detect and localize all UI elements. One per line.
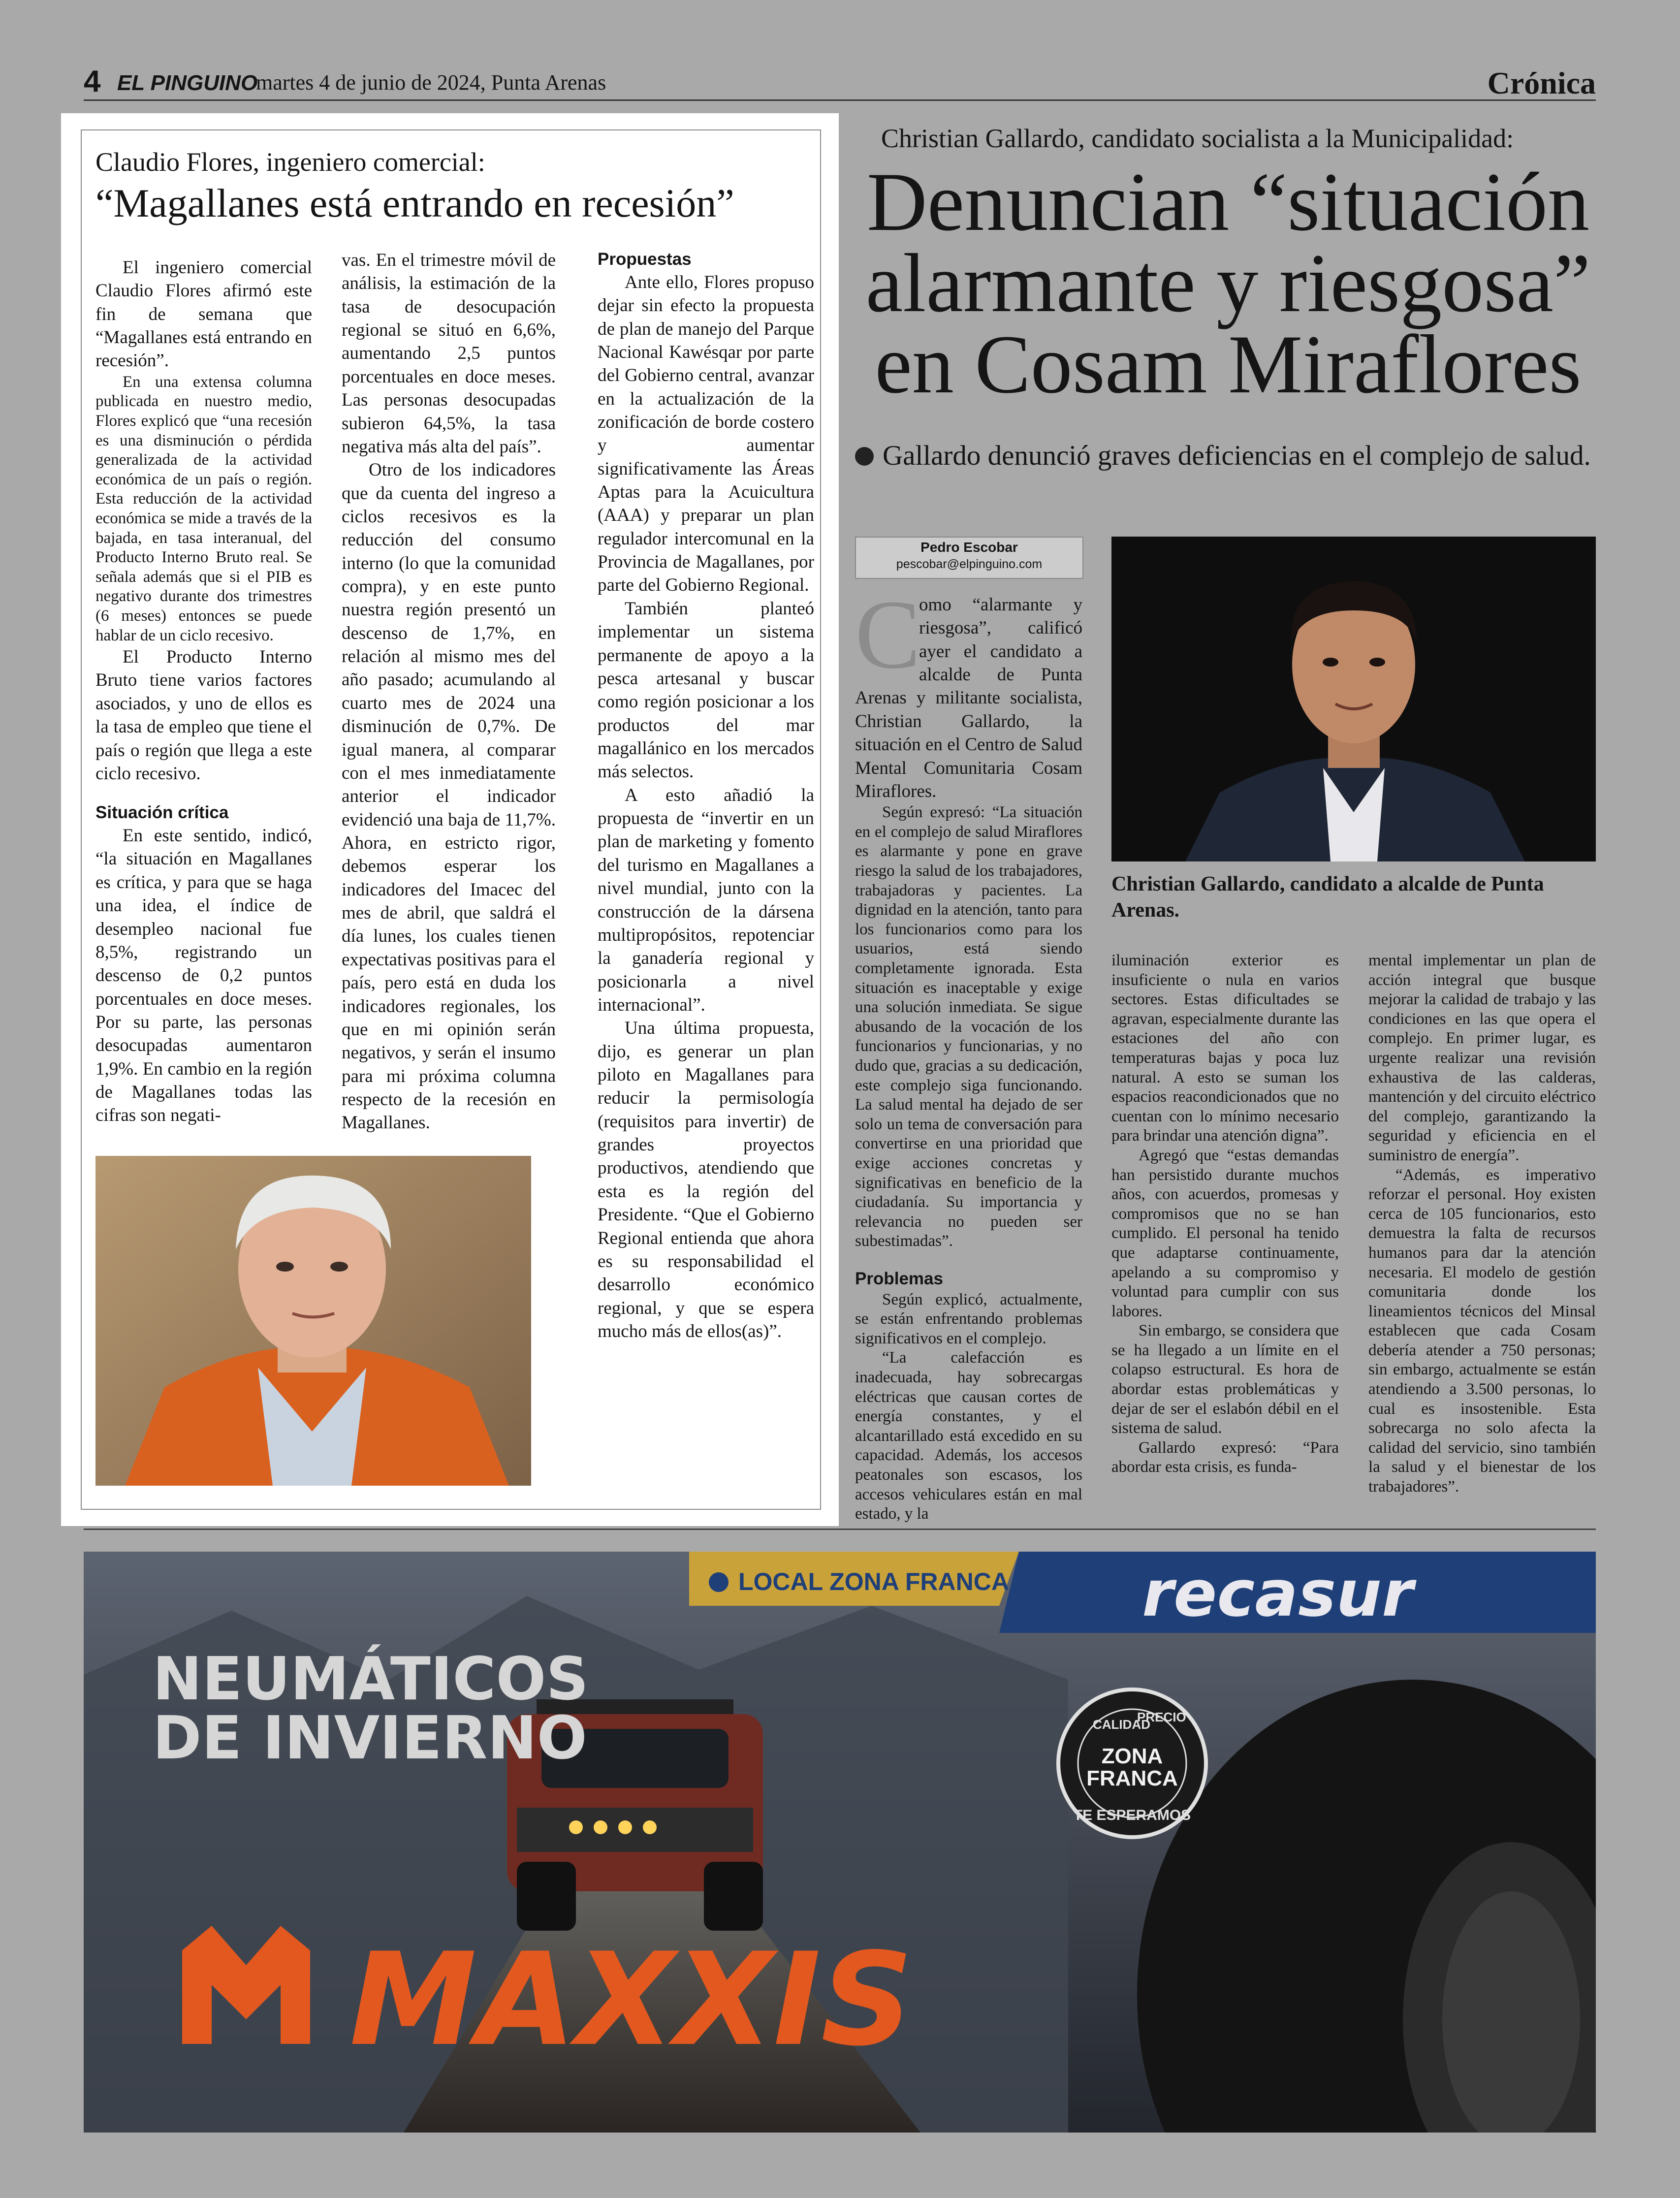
paragraph: A esto añadió la propuesta de “invertir en un plan de marketing y fomento del turismo en Magallanes a nivel mundial, junto con la construcción de la dársena multipropósitos, repotenciar la ganadería regional y posicionarla a nivel internacional”. <box>598 785 814 1015</box>
paragraph: Ante ello, Flores propuso dejar sin efecto la propuesta de plan de manejo del Parque Nacional Kawésqar por parte del Gobierno central, avanzar en la actualización de la zonificación de borde costero y aumentar significativamente las Áreas Aptas para la Acuicultura (AAA) y preparar un plan regulador intercomunal en la Provincia de Magallanes, por parte del Gobierno Regional. <box>598 272 814 596</box>
paragraph: En una extensa columna publicada en nuestro medio, Flores explicó que “una recesión es una disminución o pérdida generalizada de la actividad económica de un país o región. Esta reducción de la actividad económica se mide a través de la bajada, en tasa interanual, del Producto Interno Bruto real. Se señala además que si el PIB es negativo durante dos trimestres (6 meses) entonces se puede hablar de un ciclo recesivo. <box>95 373 312 644</box>
byline-email[interactable]: pescobar@elpinguino.com <box>896 557 1043 571</box>
ad-headline-line: DE INVIERNO <box>153 1704 587 1773</box>
article-column-3 <box>1368 951 1596 1497</box>
article-column-1 <box>95 256 312 1127</box>
paragraph: omo “alarmante y riesgosa”, calificó ayer el candidato a alcalde de Punta Arenas y militante socialista, Christian Gallardo, la situación en el Centro de Salud Mental Comunitaria Cosam Miraflores. <box>855 595 1082 801</box>
paragraph: Sin embargo, se considera que se ha llegado a un límite en el colapso estructural. Es hora de abordar estas problemáticas y dejar de ser el eslabón débil en el sistema de salud. <box>1111 1322 1339 1437</box>
article-column-2 <box>1111 951 1339 1477</box>
paragraph: Gallardo expresó: “Para abordar esta crisis, es funda- <box>1111 1438 1339 1476</box>
bullet-icon <box>855 447 874 466</box>
location-pin-icon <box>709 1572 729 1592</box>
ad-divider <box>84 1529 1596 1530</box>
drop-cap <box>855 580 921 689</box>
deck-text: Gallardo denunció graves deficiencias en el complejo de salud. <box>883 440 1591 471</box>
article-column-2 <box>342 249 556 1135</box>
flores-portrait-photo <box>95 1156 531 1486</box>
paragraph: El ingeniero comercial Claudio Flores afirmó este fin de semana que “Magallanes está entrando en recesión”. <box>95 257 312 371</box>
gallardo-portrait-photo <box>1111 537 1596 861</box>
article-deck <box>855 438 1603 473</box>
recasur-logo: recasur <box>1142 1556 1414 1631</box>
page-number: 4 <box>84 64 101 98</box>
seal-center: ZONA <box>1101 1744 1163 1768</box>
paragraph: “La calefacción es inadecuada, hay sobrecargas eléctricas que causan cortes de energía constantes, y el alcantarillado está excedido en su capacidad. Además, los accesos peatonales son escasos, los accesos vehiculares están en mal estado, y la <box>855 1349 1082 1523</box>
seal-label: PRECIO <box>1137 1710 1186 1724</box>
page-header <box>84 64 1596 101</box>
ad-location: LOCAL ZONA FRANCA RETAIL <box>738 1568 1102 1595</box>
subheading: Propuestas <box>598 250 692 269</box>
article-headline: “Magallanes está entrando en recesión” <box>95 181 734 225</box>
paragraph: En este sentido, indicó, “la situación en Magallanes es crítica, y para que se haga una idea, el índice de desempleo nacional fue 8,5%, registrando un descenso de 0,2 puntos porcentuales en doce meses. Por su parte, las personas desocupadas aumentaron 1,9%. En cambio en la región de Magallanes todas las cifras son negati- <box>95 826 312 1126</box>
subheading: Situación crítica <box>95 803 229 823</box>
headline-line: alarmante y riesgosa” <box>865 236 1591 329</box>
ad-headline-line: NEUMÁTICOS <box>153 1645 589 1714</box>
photo-caption: Christian Gallardo, candidato a alcalde de Punta Arenas. <box>1111 873 1544 922</box>
paragraph: iluminación exterior es insuficiente o nula en varios sectores. Estas dificultades se agravan, especialmente durante las estaciones del año con temperaturas bajas y poca luz natural. A esto se suman los espacios reacondicionados que no cuentan con lo mínimo necesario para brindar una atención digna”. <box>1111 952 1339 1145</box>
article-column-3 <box>598 249 814 1343</box>
byline-box <box>855 537 1083 579</box>
paragraph: Una última propuesta, dijo, es generar un plan piloto en Magallanes para reducir la permisología (requisitos para invertir) de grandes proyectos productivos, atendiendo que esta es la región del Presidente. “Que el Gobierno Regional entienda que ahora es su responsabilidad el desarrollo económico regional, y que se espera mucho más de ellos(as)”. <box>598 1018 814 1341</box>
article-kicker: Christian Gallardo, candidato socialista a la Municipalidad: <box>881 124 1514 153</box>
byline-name: Pedro Escobar <box>920 540 1018 555</box>
article-kicker: Claudio Flores, ingeniero comercial: <box>95 147 485 177</box>
maxxis-advertisement[interactable] <box>84 1552 1596 2133</box>
headline-line: Denuncian “situación <box>866 156 1590 248</box>
paragraph: Según expresó: “La situación en el complejo de salud Miraflores es alarmante y pone en grave riesgo la salud de los trabajadores, trabajadoras y pacientes. La dignidad en la atención, tanto para los funcionarios como para los usuarios, está siendo completamente ignorada. Esta situación es inaceptable y exige una solución inmediata. Se sigue abusando de la vocación de los funcionarios y funcionarias, y no dudo que, gracias a su dedicación, este complejo siga funcionando. La salud mental ha dejado de ser solo un tema de conversación para convertirse en una prioridad que exige acciones concretas y significativas en beneficio de la ciudadanía. Su importancia y relevancia no pueden ser subestimadas”. <box>855 803 1082 1250</box>
paragraph: Según explicó, actualmente, se están enfrentando problemas significativos en el complejo. <box>855 1290 1082 1347</box>
seal-center: FRANCA <box>1086 1766 1178 1790</box>
seal-label: CALIDAD <box>1093 1717 1150 1732</box>
article-headline <box>854 156 1602 411</box>
article-column-1 <box>855 580 1082 1524</box>
zona-franca-seal <box>1058 1689 1206 1837</box>
section-title: Crónica <box>1487 65 1596 100</box>
maxxis-brand: MAXXIS <box>349 1926 913 2074</box>
paragraph: El Producto Interno Bruto tiene varios factores asociados, y uno de ellos es la tasa de empleo que tiene el país o región que llega a este ciclo recesivo. <box>95 647 312 784</box>
paragraph: Otro de los indicadores que da cuenta del ingreso a ciclos recesivos es la reducción del consumo interno (lo que la comunidad compra), y en este punto nuestra región presentó un descenso de 1,7%, en relación al mismo mes del año pasado; acumulando al cuarto mes de 2024 una disminución de 0,7%. De igual manera, al comparar con el mes inmediatamente anterior el indicador evidenció una baja de 11,7%. Ahora, en estricto rigor, debemos esperar los indicadores del Imacec del mes de abril, que saldrá el día lunes, los cuales tienen expectativas positivas para el país, pero está en duda los indicadores regionales, los que en mi opinión serán negativos, y serán el insumo para mi próxima columna respecto de la recesión en Magallanes. <box>342 460 556 1133</box>
seal-bottom: TE ESPERAMOS <box>1073 1807 1191 1823</box>
paragraph: También planteó implementar un sistema permanente de apoyo a la pesca artesanal y buscar como región posicionar a los productos del mar magallánico en los mercados más selectos. <box>598 598 814 782</box>
flores-article <box>61 113 839 1526</box>
subheading: Problemas <box>855 1269 943 1288</box>
paragraph: “Además, es imperativo reforzar el personal. Hoy existen cerca de 105 funcionarios, esto demuestra la falta de recursos humanos para dar la atención necesaria. El modelo de gestión comunitaria donde los lineamientos técnicos del Minsal establecen que cada Cosam debería atender a 750 personas; sin embargo, actualmente se están atendiendo a 3.500 personas, lo cual es insostenible. Esta sobrecarga no solo afecta la calidad del servicio, sino también la salud y el bienestar de los trabajadores”. <box>1368 1166 1596 1496</box>
headline-line: en Cosam Miraflores <box>875 318 1582 411</box>
dateline: martes 4 de junio de 2024, Punta Arenas <box>256 70 606 95</box>
paragraph: vas. En el trimestre móvil de análisis, la estimación de la tasa de desocupación regional se situó en 6,6%, aumentando 2,5 puntos porcentuales en doce meses. Las personas desocupadas subieron 64,5%, la tasa negativa más alta del país”. <box>342 250 556 457</box>
paragraph: mental implementar un plan de acción integral que busque mejorar la calidad de trabajo y las condiciones en las que opera el complejo. En primer lugar, es urgente realizar una revisión exhaustiva de las calderas, mantención y del circuito eléctrico del complejo, garantizando la seguridad y eficiencia en el suministro de energía”. <box>1368 952 1596 1164</box>
paragraph: Agregó que “estas demandas han persistido durante muchos años, con acuerdos, promesas y compromisos que no se han cumplido. El personal ha tenido que adaptarse continuamente, apelando a su compromiso y voluntad para cumplir con sus labores. <box>1111 1146 1339 1320</box>
newspaper-logo: EL PINGUINO <box>117 71 258 95</box>
drop-cap-letter: C <box>855 580 921 689</box>
